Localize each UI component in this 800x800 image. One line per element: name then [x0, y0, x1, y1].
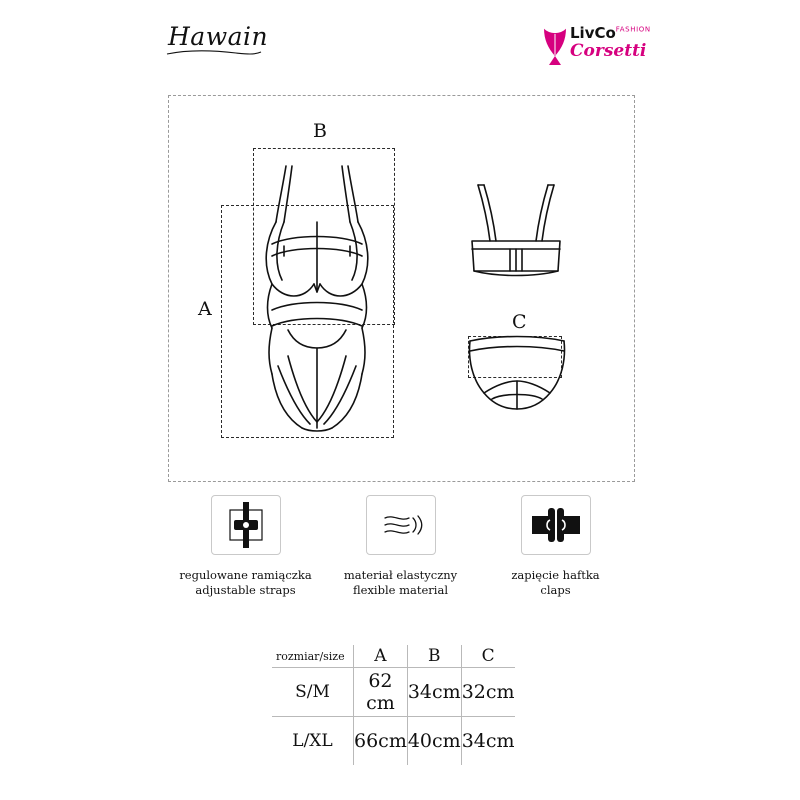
bra-back-illustration	[462, 175, 572, 285]
feature-caption	[168, 568, 323, 597]
name-swash-underline	[166, 49, 262, 57]
feature-caption	[323, 568, 478, 597]
measurement-label-b: B	[313, 120, 327, 142]
feature-hook-clasp	[478, 495, 633, 597]
row-value-b: 34cm	[407, 668, 461, 717]
measurement-label-c: C	[512, 311, 527, 333]
table-header-b: B	[407, 645, 461, 668]
row-value-c: 32cm	[461, 668, 514, 717]
page-title	[168, 22, 268, 51]
product-name-text: Hawain	[168, 22, 269, 51]
feature-caption-pl: regulowane ramiączka	[179, 568, 312, 582]
adjustable-strap-icon	[211, 495, 281, 555]
table-header-size: rozmiar/size	[272, 645, 354, 668]
brand-logo	[540, 24, 650, 72]
brand-livco-text: LivCo	[570, 24, 616, 42]
table-header-a: A	[354, 645, 408, 668]
brand-corsetti-text: Corsetti	[570, 41, 647, 61]
feature-caption-pl: materiał elastyczny	[343, 568, 458, 582]
table-row	[272, 668, 515, 717]
table-header-c: C	[461, 645, 514, 668]
brand-wordmark	[570, 26, 651, 60]
flexible-material-icon	[366, 495, 436, 555]
size-table	[272, 645, 515, 765]
panty-back-illustration	[462, 333, 572, 423]
table-header-row	[272, 645, 515, 668]
bodysuit-front-illustration	[232, 160, 402, 445]
table-row	[272, 717, 515, 766]
feature-caption-en: flexible material	[352, 582, 449, 597]
row-value-a: 62 cm	[354, 668, 408, 717]
measurement-label-a: A	[198, 298, 212, 320]
hook-clasp-icon	[521, 495, 591, 555]
feature-list	[168, 495, 633, 610]
feature-caption-pl: zapięcie haftka	[511, 568, 600, 582]
row-value-c: 34cm	[461, 717, 514, 766]
feature-flexible-material	[323, 495, 478, 597]
row-value-a: 66cm	[354, 717, 408, 766]
brand-corset-icon	[540, 26, 570, 66]
feature-caption-en: claps	[540, 582, 571, 597]
feature-caption-en: adjustable straps	[195, 582, 296, 597]
row-value-b: 40cm	[407, 717, 461, 766]
brand-fashion-text: FASHION	[615, 25, 651, 34]
row-size-label: S/M	[272, 668, 354, 717]
feature-caption	[478, 568, 633, 597]
feature-adjustable-straps	[168, 495, 323, 597]
row-size-label: L/XL	[272, 717, 354, 766]
